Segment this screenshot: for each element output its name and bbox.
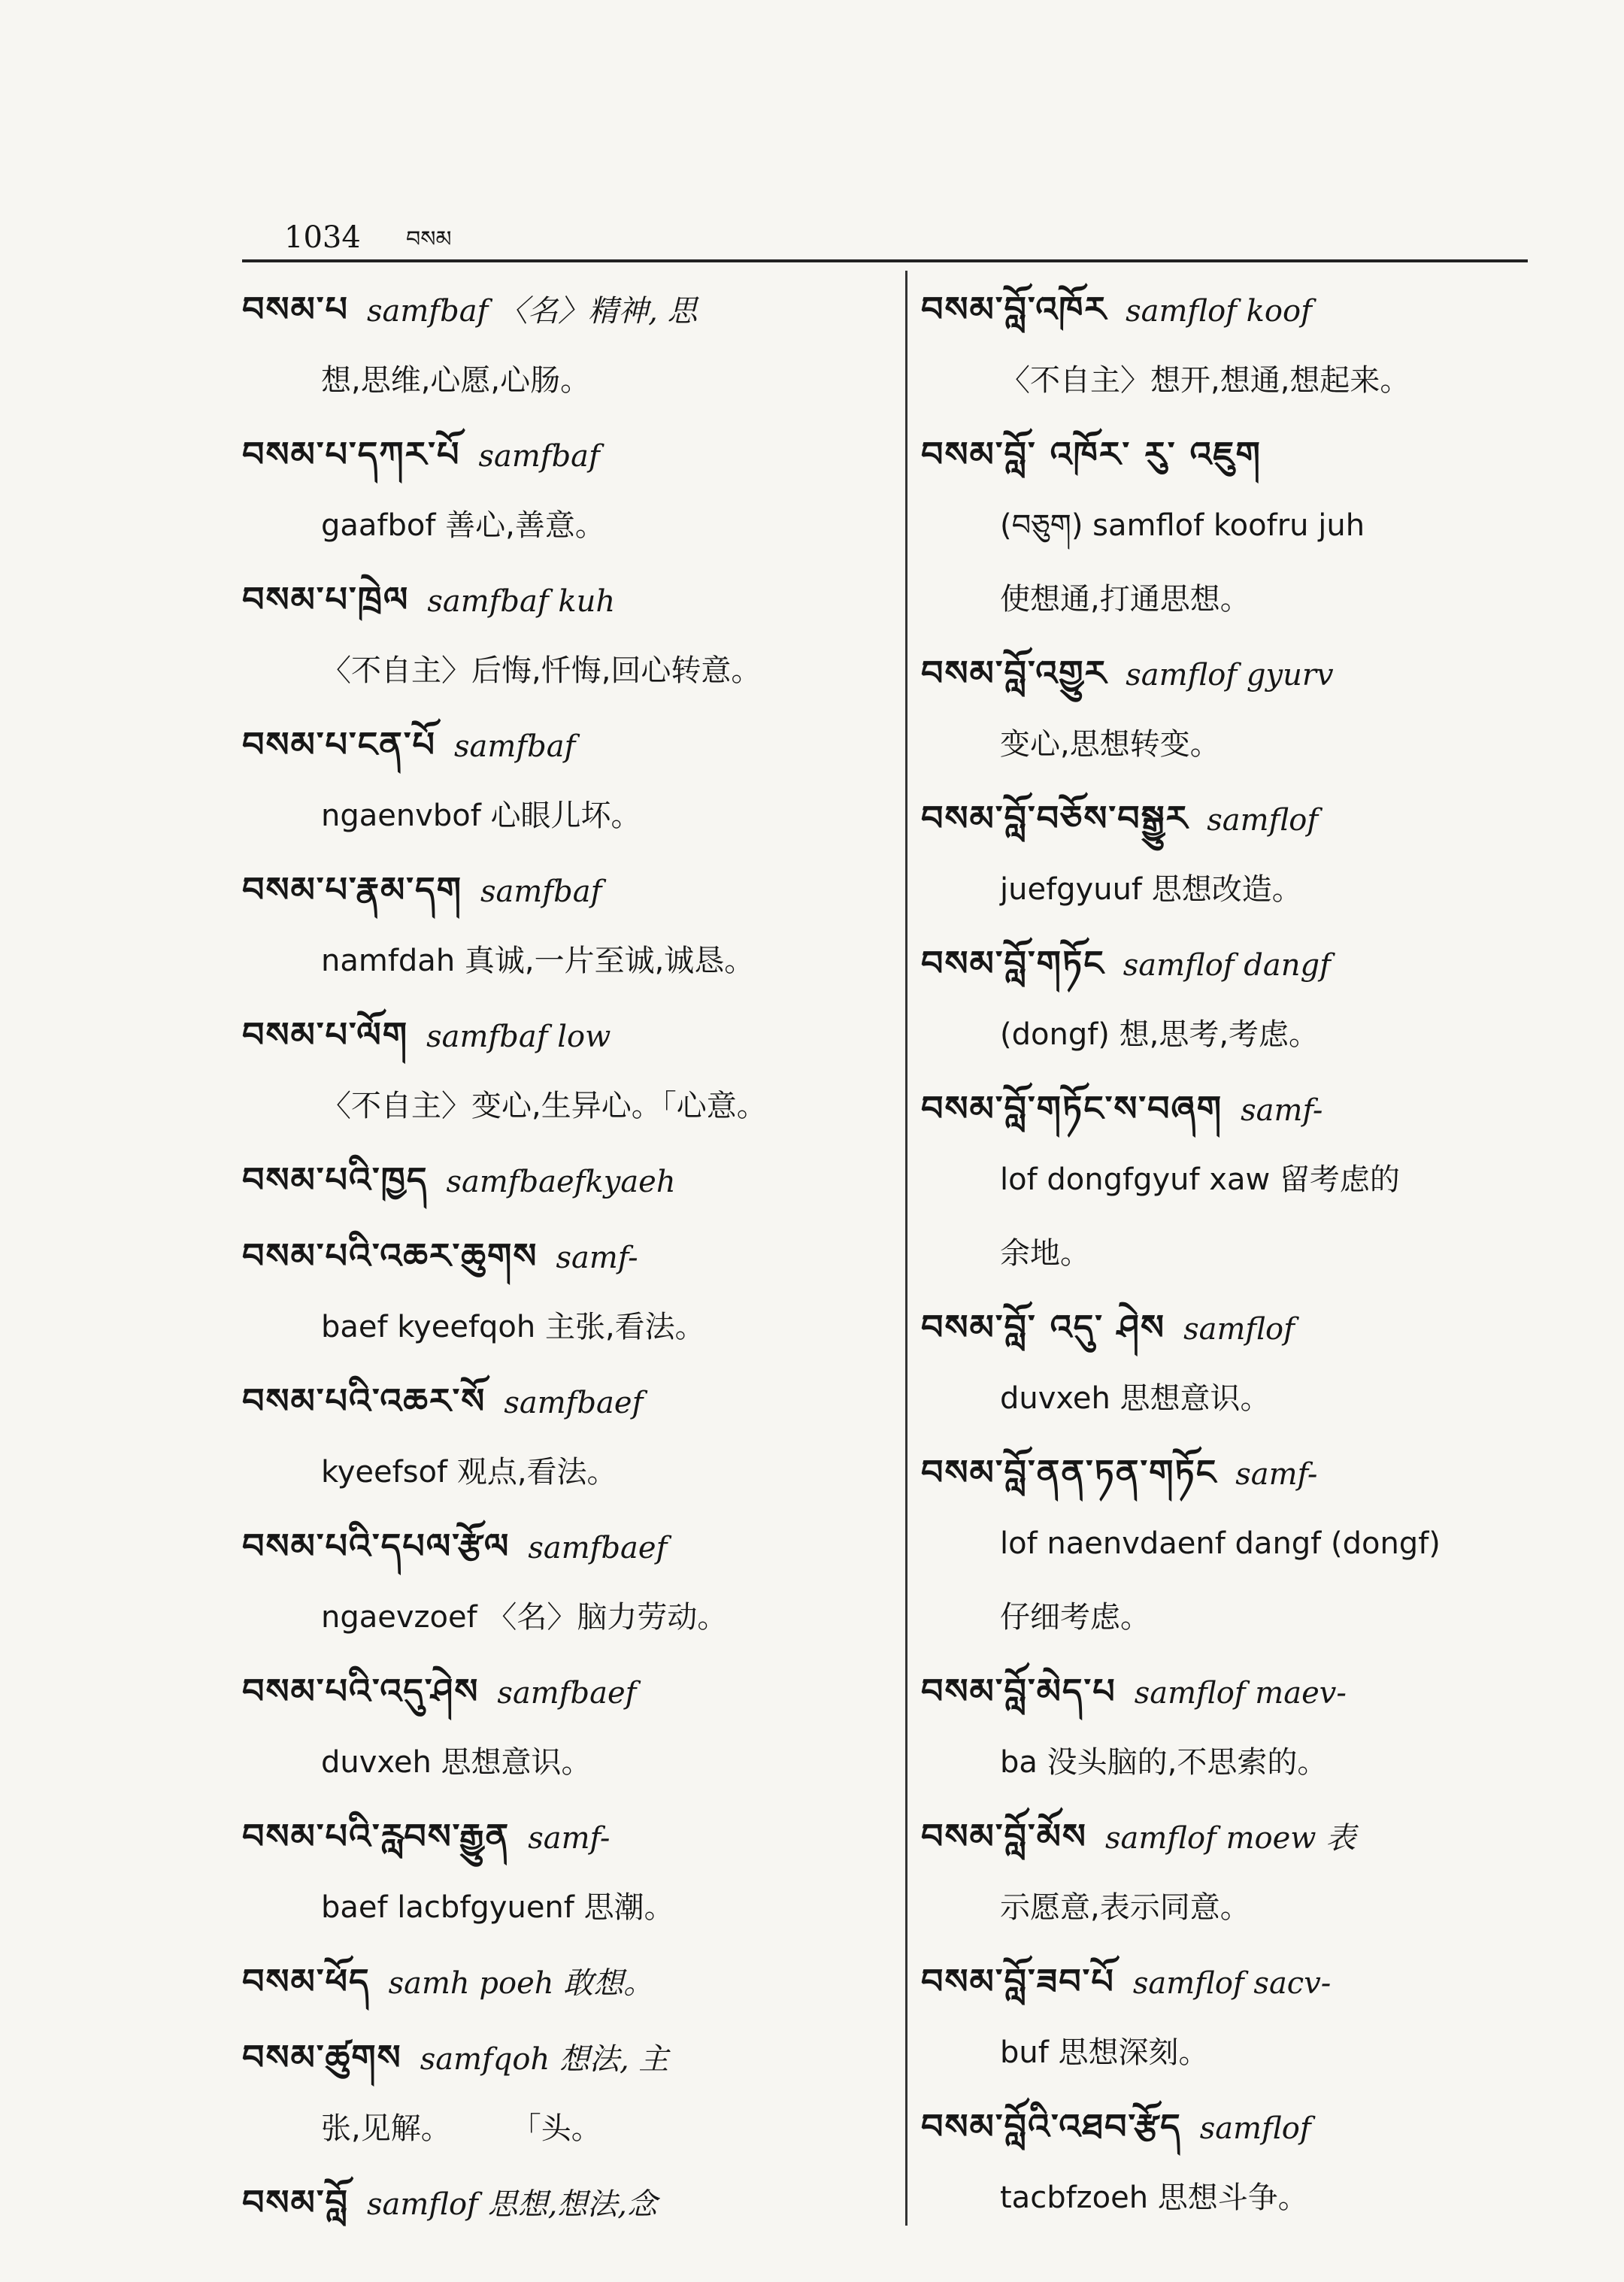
entry-headword: བསམ་བློ (242, 2182, 349, 2223)
entry-headword: བསམ་པ (242, 289, 349, 329)
entry-headword: བསམ་ཕོད (242, 1961, 371, 2002)
entry-text: samf- (556, 1241, 638, 1275)
entry-headword: བསམ་པའི་འཆར་སོ (242, 1380, 486, 1421)
entry-first-line (921, 1219, 1553, 1288)
entry-headword: བསམ་ཚུགས (242, 2037, 402, 2077)
dictionary-entry (242, 1802, 881, 1942)
entry-headword: བསམ་པ་ལོག (242, 1014, 409, 1055)
entry-definition: 变心,思想转变。 (1000, 727, 1220, 762)
entry-first-line (921, 565, 1553, 634)
entry-first-line (921, 1802, 1553, 1873)
entry-text: samflof dangf (1123, 948, 1331, 983)
entry-text: samflof 思想,想法,念 (366, 2187, 657, 2222)
dictionary-entry (242, 855, 881, 996)
dictionary-entry (242, 1947, 881, 2018)
entry-text: samfbaef (497, 1676, 637, 1711)
dictionary-entry (921, 1074, 1553, 1214)
dictionary-entry (242, 2168, 881, 2239)
entry-text: samflof maev- (1134, 1676, 1347, 1711)
entry-headword: བསམ་བློ་མོས (921, 1816, 1087, 1856)
entry-first-line (921, 1293, 1553, 1364)
entry-text: samfbaf (478, 439, 600, 474)
entry-headword: བསམ་པ་རྣམ་དག (242, 869, 462, 910)
entry-definition: 〈不自主〉想开,想通,想起来。 (1000, 363, 1410, 398)
entry-headword: བསམ་པའི་རླབས་རྒྱུན (242, 1816, 511, 1856)
entry-text: 余地。 (1000, 1236, 1090, 1271)
dictionary-entry (921, 1947, 1553, 2087)
entry-first-line (921, 420, 1553, 491)
dictionary-entry (242, 1366, 881, 1507)
entry-definition: ba 没头脑的,不思索的。 (1000, 1745, 1328, 1780)
entry-headword: བསམ་བློའི་འཐབ་རྩོད (921, 2106, 1182, 2147)
entry-first-line (242, 1221, 881, 1293)
entry-definition: namfdah 真诚,一片至诚,诚恳。 (321, 944, 755, 978)
entry-definition: kyeefsof 观点,看法。 (321, 1455, 617, 1490)
entry-definition: 示愿意,表示同意。 (1000, 1890, 1250, 1925)
entry-text: samfbaefkyaeh (446, 1165, 676, 1199)
entry-text: 使想通,打通思想。 (1000, 582, 1250, 617)
entry-definition: ngaevzoef 〈名〉脑力劳动。 (321, 1600, 728, 1635)
entry-text: samfbaf (480, 874, 602, 909)
entry-first-line (921, 783, 1553, 855)
entry-text: samflof gyurv (1126, 658, 1334, 692)
entry-headword: བསམ་བློ་བཅོས་བསྒྱུར (921, 798, 1189, 838)
entry-headword: བསམ་བློ་གཏོང་ས་བཞག (921, 1088, 1223, 1129)
entry-definition: lof naenvdaenf dangf (dongf) (1000, 1526, 1441, 1561)
entry-first-line (921, 1438, 1553, 1509)
entry-definition: (བཅུག) samflof koofru juh (1000, 508, 1365, 543)
entry-text: samfbaf low (426, 1020, 611, 1054)
dictionary-entry (921, 1656, 1553, 1797)
entry-text: samfqoh 想法, 主 (420, 2042, 669, 2077)
entry-text: samflof sacv- (1132, 1966, 1332, 2001)
entry-definition: lof dongfgyuf xaw 留考虑的 (1000, 1162, 1400, 1197)
dictionary-entry (242, 1656, 881, 1797)
entry-headword: བསམ་པའི་ཁྱད (242, 1159, 429, 1200)
running-head: བསམ (406, 226, 452, 253)
entry-headword: བསམ་པའི་དཔལ་རྩོལ (242, 1526, 511, 1566)
dictionary-entry (921, 1293, 1553, 1433)
column-divider (905, 271, 907, 2226)
entry-text: samfbaef (504, 1386, 644, 1420)
entry-first-line (242, 274, 881, 346)
entry-definition: ngaenvbof 心眼儿坏。 (321, 799, 641, 833)
entry-text: 仔细考虑。 (1000, 1600, 1150, 1635)
entry-first-line (921, 1583, 1553, 1652)
left-column (242, 274, 881, 2244)
entry-definition: baef lacbfgyuenf 思潮。 (321, 1890, 674, 1925)
entry-definition: juefgyuuf 思想改造。 (1000, 872, 1302, 907)
dictionary-entry (921, 1438, 1553, 1578)
dictionary-entry (242, 1511, 881, 1652)
dictionary-entry (242, 1000, 881, 1141)
entry-first-line (242, 710, 881, 781)
entry-headword: བསམ་པ་ཁྲེལ (242, 579, 410, 620)
entry-headword: བསམ་བློ་གཏོང (921, 943, 1105, 983)
entry-text: samfbaf 〈名〉精神, 思 (366, 294, 698, 329)
entry-first-line (242, 855, 881, 926)
entry-headword: བསམ་བློ་ འདུ་ ཤེས (921, 1307, 1166, 1347)
entry-definition: buf 思想深刻。 (1000, 2035, 1209, 2070)
entry-first-line (921, 2092, 1553, 2163)
dictionary-entry (921, 638, 1553, 779)
dictionary-entry (921, 565, 1553, 634)
entry-first-line (921, 929, 1553, 1000)
dictionary-entry (242, 274, 881, 415)
entry-first-line (242, 565, 881, 636)
dictionary-entry (242, 1145, 881, 1217)
entry-text: samf- (1241, 1093, 1323, 1128)
entry-first-line (242, 2168, 881, 2239)
entry-text: samflof (1183, 1312, 1295, 1347)
entry-headword: བསམ་བློ་འཁོར (921, 289, 1108, 329)
entry-first-line (242, 1511, 881, 1583)
entry-definition: 〈不自主〉变心,生异心。「心意。 (321, 1089, 767, 1123)
entry-first-line (242, 420, 881, 491)
entry-text: samflof (1199, 2111, 1311, 2146)
entry-text: samfbaef (528, 1531, 668, 1565)
dictionary-entry (921, 420, 1553, 560)
entry-first-line (242, 1000, 881, 1071)
entry-first-line (242, 1366, 881, 1438)
dictionary-entry (921, 929, 1553, 1069)
entry-text: samh poeh 敢想。 (388, 1966, 654, 2001)
entry-headword: བསམ་བློ་ འཁོར་ རུ་ འཇུག (921, 434, 1262, 474)
dictionary-entry (921, 2092, 1553, 2232)
entry-headword: བསམ་བློ་འགྱུར (921, 653, 1108, 693)
entry-first-line (242, 1145, 881, 1217)
entry-definition: 想,思维,心愿,心肠。 (321, 363, 591, 398)
entry-text: samflof (1207, 803, 1319, 838)
entry-definition: baef kyeefqoh 主张,看法。 (321, 1310, 705, 1344)
entry-text: samfbaf kuh (427, 584, 616, 619)
dictionary-entry (921, 783, 1553, 924)
entry-headword: བསམ་པའི་འཆར་ཆུགས (242, 1235, 538, 1276)
right-column (921, 274, 1553, 2237)
dictionary-entry (242, 2023, 881, 2163)
entry-definition: 〈不自主〉后悔,忏悔,回心转意。 (321, 653, 762, 688)
dictionary-entry (242, 565, 881, 705)
entry-first-line (921, 638, 1553, 710)
page-number: 1034 (284, 220, 361, 255)
entry-first-line (921, 274, 1553, 346)
entry-definition: duvxeh 思想意识。 (321, 1745, 592, 1780)
header-rule (242, 259, 1528, 262)
entry-definition: duvxeh 思想意识。 (1000, 1381, 1271, 1416)
dictionary-entry (242, 1221, 881, 1362)
dictionary-entry (921, 1583, 1553, 1652)
entry-text: samf- (1235, 1457, 1318, 1492)
dictionary-entry (921, 274, 1553, 415)
entry-definition: 张,见解。 「头。 (321, 2111, 601, 2146)
entry-first-line (921, 1074, 1553, 1145)
entry-headword: བསམ་པ་ངན་པོ (242, 724, 437, 765)
entry-first-line (242, 2023, 881, 2094)
entry-definition: (dongf) 想,思考,考虑。 (1000, 1017, 1320, 1052)
dictionary-entry (242, 710, 881, 850)
entry-first-line (242, 1656, 881, 1728)
dictionary-entry (242, 420, 881, 560)
entry-headword: བསམ་པའི་འདུ་ཤེས (242, 1671, 480, 1711)
entry-definition: gaafbof 善心,善意。 (321, 508, 605, 543)
dictionary-entry (921, 1802, 1553, 1942)
entry-headword: བསམ་བློ་མེད་པ (921, 1671, 1116, 1711)
entry-headword: བསམ་བློ་ནན་ཏན་གཏོང (921, 1452, 1218, 1493)
entry-headword: བསམ་བློ་ཟབ་པོ (921, 1961, 1115, 2002)
entry-text: samflof moew 表 (1104, 1821, 1356, 1856)
entry-text: samfbaf (454, 729, 576, 764)
entry-definition: tacbfzoeh 思想斗争。 (1000, 2180, 1308, 2215)
entry-text: samflof koof (1126, 294, 1312, 329)
entry-first-line (921, 1947, 1553, 2018)
entry-text: samf- (528, 1821, 611, 1856)
entry-first-line (921, 1656, 1553, 1728)
dictionary-entry (921, 1219, 1553, 1288)
entry-first-line (242, 1802, 881, 1873)
entry-headword: བསམ་པ་དཀར་པོ (242, 434, 461, 474)
entry-first-line (242, 1947, 881, 2018)
